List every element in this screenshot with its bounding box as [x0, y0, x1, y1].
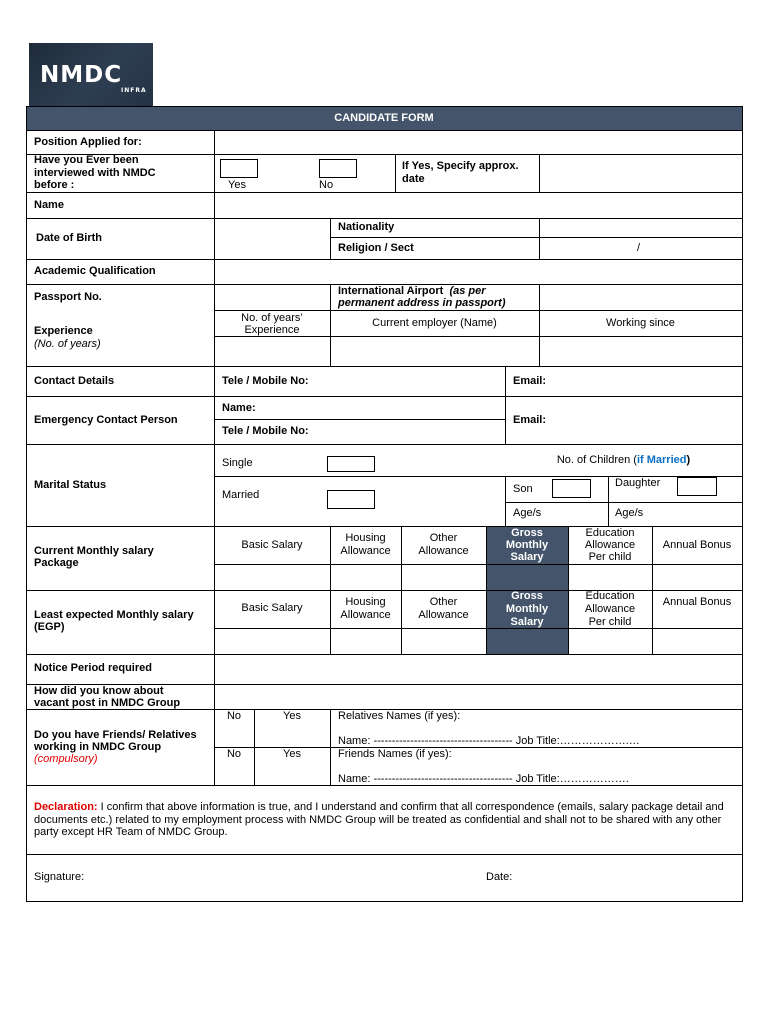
label-if-yes-1: If Yes, Specify approx. — [402, 160, 519, 172]
label-experience: Experience — [34, 325, 93, 337]
label-religion: Religion / Sect — [338, 242, 414, 254]
label-expected-salary-2: (EGP) — [34, 621, 65, 633]
label-marital-status: Marital Status — [34, 479, 107, 491]
label-contact-details: Contact Details — [34, 375, 115, 387]
label-friends-1: Do you have Friends/ Relatives — [34, 729, 197, 741]
name-field[interactable] — [215, 193, 741, 217]
label-if-yes-2: date — [402, 173, 425, 185]
vacant-source-field[interactable] — [215, 685, 741, 708]
label-notice-period: Notice Period required — [34, 662, 152, 674]
label-vacant-2: vacant post in NMDC Group — [34, 697, 181, 709]
friends-yes-option[interactable]: Yes — [283, 748, 301, 760]
notice-period-field[interactable] — [215, 655, 741, 683]
dob-field[interactable] — [215, 219, 329, 258]
label-compulsory: (compulsory) — [34, 753, 98, 765]
label-gross-expected-1: Gross — [511, 590, 543, 602]
label-daughter: Daughter — [615, 477, 661, 489]
label-emergency-name: Name: — [222, 402, 256, 414]
label-expected-salary-1: Least expected Monthly salary — [34, 609, 194, 621]
label-education-expected-2: Allowance — [584, 603, 636, 615]
label-relatives-names: Relatives Names (if yes): — [338, 710, 461, 722]
label-emergency-tele: Tele / Mobile No: — [222, 425, 309, 437]
label-vacant-1: How did you know about — [34, 685, 164, 697]
label-emergency-contact: Emergency Contact Person — [34, 414, 178, 426]
label-annual-bonus-expected: Annual Bonus — [662, 596, 732, 608]
interviewed-yes-checkbox[interactable] — [220, 159, 258, 178]
interview-date-field[interactable] — [540, 155, 741, 191]
friends-name-line[interactable]: Name: -------------------------------------- Job Title:………………. — [338, 773, 629, 785]
married-checkbox[interactable] — [327, 490, 375, 509]
label-name: Name — [34, 199, 64, 211]
label-no: No — [319, 179, 334, 191]
label-children: No. of Children (if Married) — [556, 454, 691, 466]
label-current-salary-2: Package — [34, 557, 79, 569]
son-count-box[interactable] — [552, 479, 591, 498]
label-daughter-ages: Age/s — [615, 507, 644, 519]
label-son-ages: Age/s — [513, 507, 542, 519]
label-interviewed-1: Have you Ever been — [34, 154, 139, 166]
label-date: Date: — [486, 871, 513, 883]
label-interviewed-3: before : — [34, 179, 75, 191]
label-education-3: Per child — [588, 551, 632, 563]
label-gross-1: Gross — [511, 527, 543, 539]
label-emergency-email: Email: — [513, 414, 547, 426]
label-gross-3: Salary — [510, 551, 544, 563]
religion-separator: / — [637, 242, 641, 254]
label-interviewed-2: interviewed with NMDC — [34, 167, 156, 179]
label-friends-2: working in NMDC Group — [34, 741, 162, 753]
label-years-1: No. of years’ — [241, 312, 303, 324]
label-tele-mobile: Tele / Mobile No: — [222, 375, 309, 387]
label-airport-2: permanent address in passport) — [338, 297, 506, 309]
single-checkbox[interactable] — [327, 456, 375, 472]
label-gross-2: Monthly — [505, 539, 549, 551]
label-other-expected-1: Other — [429, 596, 458, 608]
label-housing-expected-1: Housing — [345, 596, 386, 608]
declaration-text: Declaration: I confirm that above information is true, and I understand and confirm that all correspondence (emails, salary package detail and documents etc.) related to my employment process with NMDC Group will be treated as confidential and shall not to be shared with any other party except HR Team of NMDC Group. — [34, 801, 724, 838]
label-current-salary-1: Current Monthly salary — [34, 545, 154, 557]
label-date-of-birth: Date of Birth — [36, 232, 102, 244]
label-other-2: Allowance — [418, 545, 469, 557]
label-friends-names: Friends Names (if yes): — [338, 748, 452, 760]
label-housing-2: Allowance — [340, 545, 391, 557]
label-basic-salary: Basic Salary — [241, 539, 303, 551]
label-email: Email: — [513, 375, 547, 387]
relatives-name-line[interactable]: Name: -------------------------------------- Job Title:……………….… — [338, 735, 640, 747]
label-other-1: Other — [429, 532, 458, 544]
logo-subtext: INFRA — [121, 87, 147, 94]
logo-text: NMDC — [40, 62, 123, 88]
label-housing-1: Housing — [345, 532, 386, 544]
label-years-2: Experience — [244, 324, 300, 336]
relatives-no-option[interactable]: No — [226, 710, 242, 722]
airport-field[interactable] — [540, 285, 741, 309]
label-other-expected-2: Allowance — [418, 609, 469, 621]
label-married: Married — [222, 489, 260, 501]
label-yes: Yes — [228, 179, 246, 191]
form-title: CANDIDATE FORM — [334, 112, 434, 124]
label-position-applied: Position Applied for: — [34, 136, 142, 148]
friends-no-option[interactable]: No — [226, 748, 242, 760]
label-gross-expected-2: Monthly — [505, 603, 549, 615]
label-son: Son — [513, 483, 533, 495]
interviewed-no-checkbox[interactable] — [319, 159, 357, 178]
label-experience-sub: (No. of years) — [34, 338, 101, 350]
passport-field[interactable] — [215, 285, 329, 309]
label-education-expected-1: Education — [585, 590, 635, 602]
label-gross-expected-3: Salary — [510, 616, 544, 628]
label-basic-salary-expected: Basic Salary — [241, 602, 303, 614]
label-passport: Passport No. — [34, 291, 102, 303]
label-education-2: Allowance — [584, 539, 636, 551]
academic-field[interactable] — [215, 260, 741, 283]
label-single: Single — [222, 457, 253, 469]
nmdc-infra-logo — [29, 43, 153, 107]
label-housing-expected-2: Allowance — [340, 609, 391, 621]
label-annual-bonus: Annual Bonus — [662, 539, 732, 551]
relatives-yes-option[interactable]: Yes — [283, 710, 301, 722]
label-nationality: Nationality — [338, 221, 395, 233]
label-current-employer: Current employer (Name) — [372, 317, 497, 329]
label-signature: Signature: — [34, 871, 85, 883]
label-education-1: Education — [585, 527, 635, 539]
label-education-expected-3: Per child — [588, 616, 632, 628]
label-airport-1: International Airport (as per — [338, 285, 486, 297]
label-working-since: Working since — [606, 317, 675, 329]
candidate-form — [26, 106, 742, 902]
label-academic-qualification: Academic Qualification — [34, 265, 156, 277]
nationality-field[interactable] — [540, 219, 741, 236]
daughter-count-box[interactable] — [677, 477, 717, 496]
